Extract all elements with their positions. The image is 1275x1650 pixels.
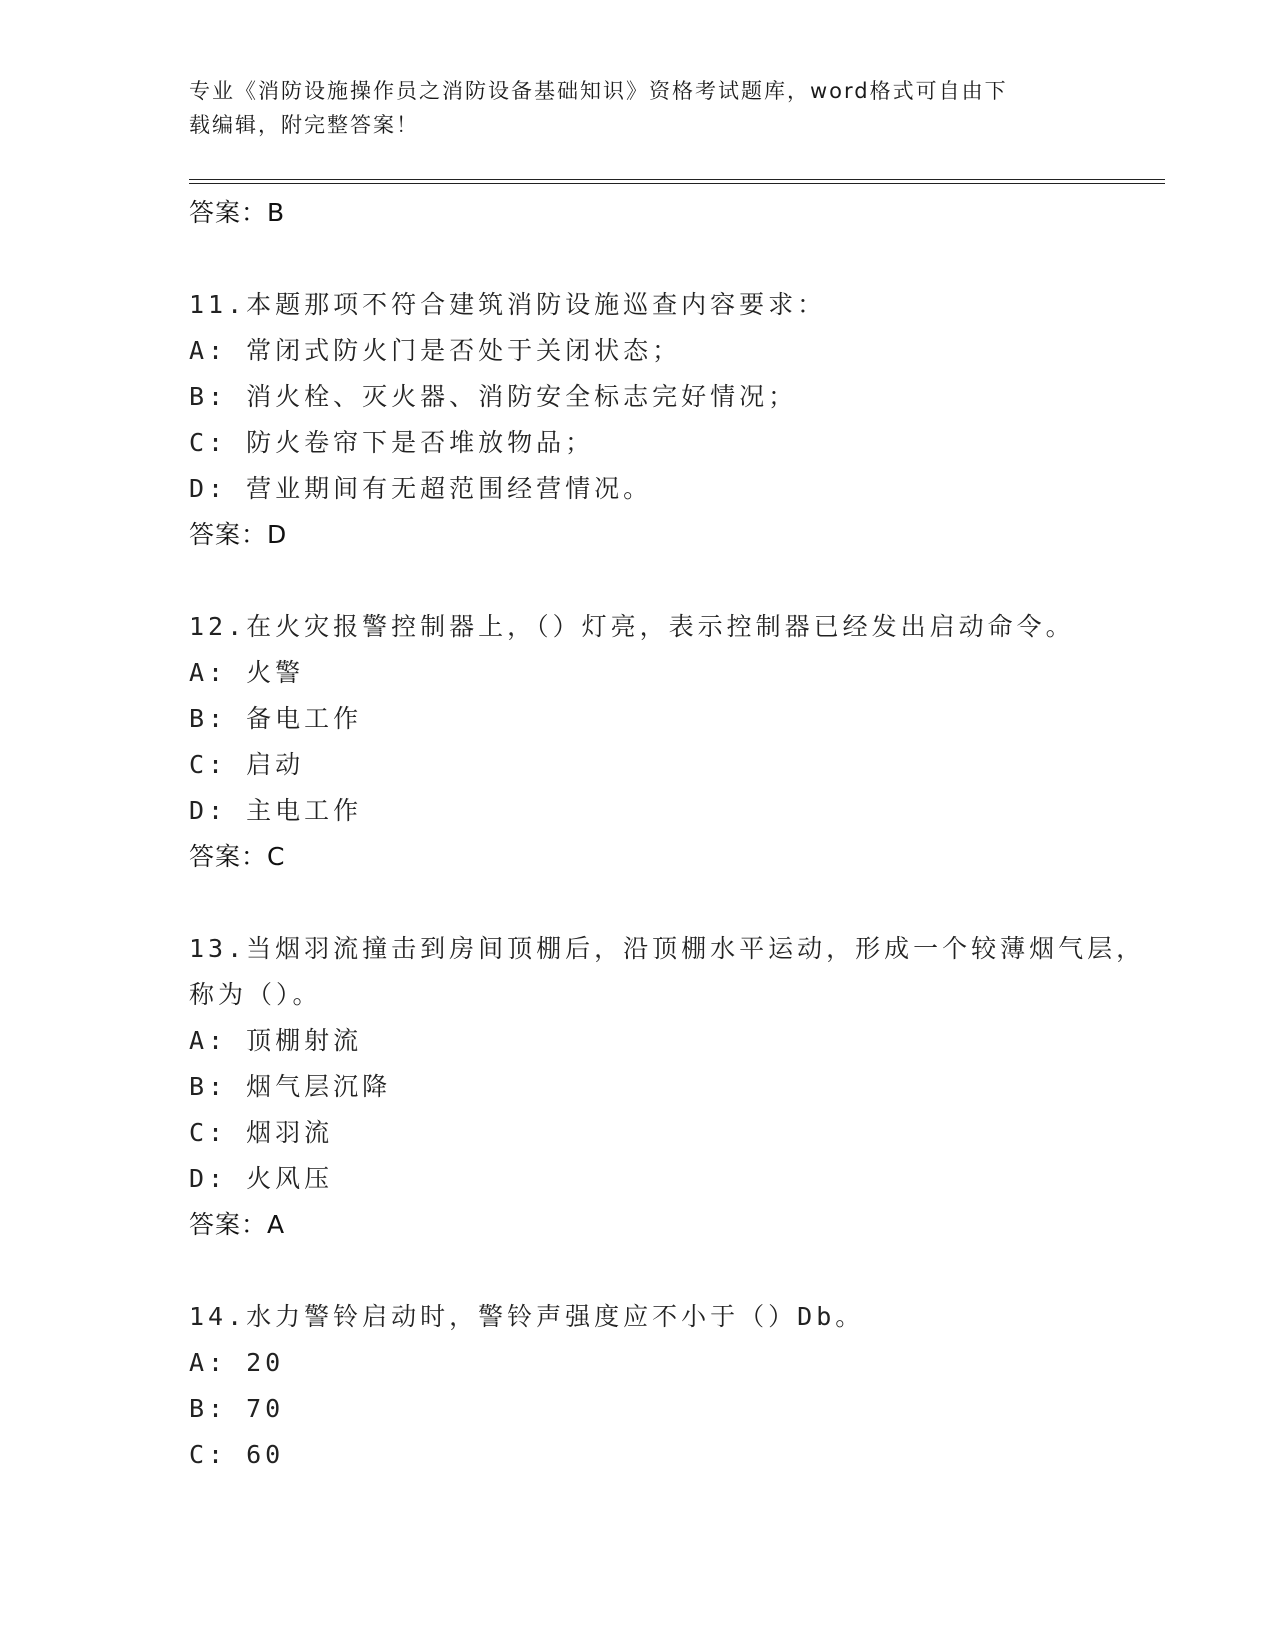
option-text: 烟羽流: [246, 1118, 334, 1147]
option-c: [189, 420, 1149, 466]
question-text: 13.当烟羽流撞击到房间顶棚后，沿顶棚水平运动，形成一个较薄烟气层，称为（）。: [189, 934, 1146, 1009]
option-b: [189, 374, 1149, 420]
option-a: [189, 328, 1149, 374]
answer-label: 答案：: [189, 1210, 268, 1239]
option-c: [189, 1110, 1149, 1156]
option-text: 顶棚射流: [246, 1026, 363, 1055]
answer-label: 答案：: [189, 842, 268, 871]
answer-line: [189, 1202, 1149, 1248]
option-label: D:: [189, 796, 228, 825]
option-text: 70: [246, 1394, 285, 1423]
answer-value: A: [267, 1210, 286, 1239]
option-label: C:: [189, 1440, 228, 1469]
option-label: B:: [189, 382, 228, 411]
option-text: 烟气层沉降: [246, 1072, 392, 1101]
option-text: 火风压: [246, 1164, 334, 1193]
option-text: 备电工作: [246, 704, 363, 733]
option-label: C:: [189, 428, 228, 457]
option-label: B:: [189, 1072, 228, 1101]
option-text: 消火栓、灭火器、消防安全标志完好情况；: [246, 382, 798, 411]
header-divider-bottom: [189, 183, 1165, 184]
option-label: D:: [189, 474, 228, 503]
answer-value: C: [267, 842, 286, 871]
question-block-13: [189, 926, 1149, 1248]
option-b: [189, 696, 1149, 742]
option-label: C:: [189, 750, 228, 779]
option-a: [189, 650, 1149, 696]
question-text: 11.本题那项不符合建筑消防设施巡查内容要求：: [189, 290, 827, 319]
option-text: 防火卷帘下是否堆放物品；: [246, 428, 595, 457]
previous-answer: [189, 190, 1149, 236]
question-block-14: [189, 1294, 1149, 1478]
header-line-2: 载编辑，附完整答案！: [189, 113, 419, 137]
spacer: [189, 236, 1149, 282]
answer-label: 答案：: [189, 198, 268, 227]
option-text: 营业期间有无超范围经营情况。: [246, 474, 653, 503]
question-block-12: [189, 604, 1149, 880]
option-label: D:: [189, 1164, 228, 1193]
option-text: 20: [246, 1348, 285, 1377]
option-d: [189, 1156, 1149, 1202]
document-header: [189, 74, 1089, 142]
question-text: 14.水力警铃启动时，警铃声强度应不小于（）Db。: [189, 1302, 865, 1331]
header-divider-top: [189, 179, 1165, 180]
spacer: [189, 558, 1149, 604]
option-label: A:: [189, 1348, 228, 1377]
question-list: [189, 190, 1149, 1478]
option-label: A:: [189, 1026, 228, 1055]
option-text: 火警: [246, 658, 305, 687]
option-c: [189, 742, 1149, 788]
answer-value: D: [267, 520, 288, 549]
question-text: 12.在火灾报警控制器上，（）灯亮，表示控制器已经发出启动命令。: [189, 612, 1075, 641]
spacer: [189, 1248, 1149, 1294]
option-label: A:: [189, 336, 228, 365]
spacer: [189, 880, 1149, 926]
option-text: 启动: [246, 750, 305, 779]
option-text: 60: [246, 1440, 285, 1469]
option-text: 主电工作: [246, 796, 363, 825]
option-label: B:: [189, 1394, 228, 1423]
answer-label: 答案：: [189, 520, 268, 549]
answer-value: B: [267, 198, 286, 227]
option-a: [189, 1018, 1149, 1064]
option-d: [189, 788, 1149, 834]
question-block-11: [189, 282, 1149, 558]
option-label: A:: [189, 658, 228, 687]
option-d: [189, 466, 1149, 512]
answer-line: [189, 512, 1149, 558]
option-label: B:: [189, 704, 228, 733]
header-line-1: 专业《消防设施操作员之消防设备基础知识》资格考试题库，word格式可自由下: [189, 79, 1008, 103]
option-c: [189, 1432, 1149, 1478]
option-a: [189, 1340, 1149, 1386]
option-text: 常闭式防火门是否处于关闭状态；: [246, 336, 682, 365]
option-b: [189, 1386, 1149, 1432]
option-label: C:: [189, 1118, 228, 1147]
option-b: [189, 1064, 1149, 1110]
answer-line: [189, 834, 1149, 880]
